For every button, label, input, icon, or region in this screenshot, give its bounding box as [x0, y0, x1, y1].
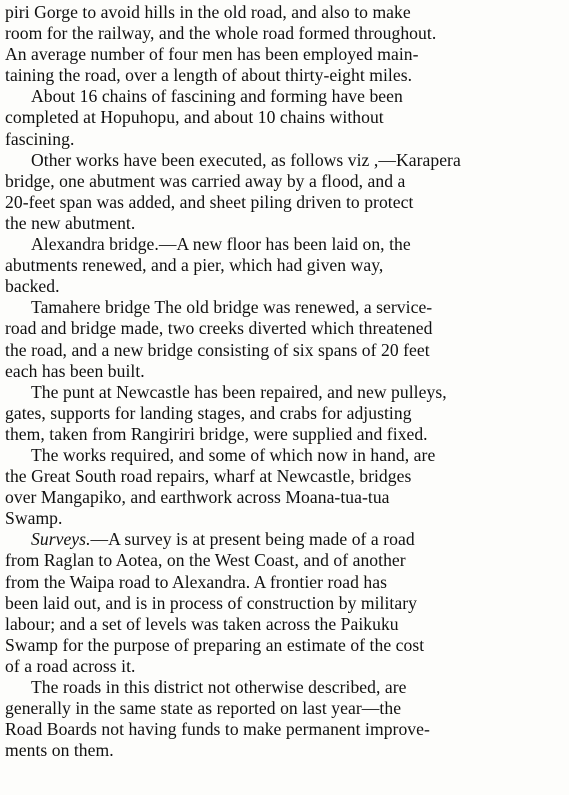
text-line: from Raglan to Aotea, on the West Coast, and of another: [5, 550, 406, 571]
text-line: gates, supports for landing stages, and crabs for adjusting: [5, 402, 412, 423]
text-line: of a road across it.: [5, 655, 136, 676]
text-line: completed at Hopuhopu, and about 10 chains without: [5, 107, 384, 128]
text-line: The punt at Newcastle has been repaired, and new pulleys,: [31, 381, 447, 402]
text-line: the road, and a new bridge consisting of six spans of 20 feet: [5, 339, 430, 360]
paragraph-tamahere-bridge: [5, 297, 563, 381]
text-line: over Mangapiko, and earthwork across Moana-tua-tua: [5, 487, 390, 508]
paragraph-road-boards: [5, 677, 563, 761]
paragraph-surveys: [5, 529, 563, 677]
paragraph-alexandra-bridge: [5, 234, 563, 297]
text-line: the Great South road repairs, wharf at Newcastle, bridges: [5, 466, 412, 487]
text-line: abutments renewed, and a pier, which had given way,: [5, 255, 384, 276]
text-line: from the Waipa road to Alexandra. A frontier road has: [5, 571, 387, 592]
paragraph-road-formation: [5, 2, 563, 86]
text-line: The works required, and some of which now in hand, are: [31, 444, 436, 465]
text-line: generally in the same state as reported on last year—the: [5, 698, 402, 719]
text-line: Swamp.: [5, 508, 63, 529]
paragraph-karapera-bridge: [5, 150, 563, 234]
paragraph-newcastle-punt: [5, 382, 563, 445]
text-line: each has been built.: [5, 360, 145, 381]
text-line: Other works have been executed, as follows viz ,—Karapera: [31, 149, 461, 170]
text-line: taining the road, over a length of about thirty-eight miles.: [5, 65, 413, 86]
text-line: The roads in this district not otherwise described, are: [31, 677, 407, 697]
text-line: fascining.: [5, 128, 75, 149]
surveys-heading: Surveys.: [31, 529, 91, 550]
text-line: road and bridge made, two creeks diverted which threatened: [5, 318, 433, 339]
text-line: been laid out, and is in process of construction by military: [5, 592, 417, 613]
text-line: backed.: [5, 276, 60, 297]
text-line: ments on them.: [5, 740, 114, 761]
paragraph-hopuhopu: [5, 86, 563, 149]
text-line: Alexandra bridge.—A new floor has been laid on, the: [31, 234, 411, 255]
text-line: the new abutment.: [5, 212, 136, 233]
text-line: them, taken from Rangiriri bridge, were supplied and fixed.: [5, 423, 428, 444]
text-line: Tamahere bridge The old bridge was renewed, a service-: [31, 297, 433, 318]
text-line: Swamp for the purpose of preparing an estimate of the cost: [5, 634, 425, 655]
text-line: bridge, one abutment was carried away by a flood, and a: [5, 170, 406, 191]
text-line: 20-feet span was added, and sheet piling driven to protect: [5, 191, 414, 212]
text-line: Road Boards not having funds to make permanent improve-: [5, 719, 430, 740]
text-line: About 16 chains of fascining and forming have been: [31, 86, 403, 107]
text-line: room for the railway, and the whole road formed throughout.: [5, 23, 437, 44]
text-line: piri Gorge to avoid hills in the old road, and also to make: [5, 2, 411, 22]
text-line: labour; and a set of levels was taken across the Paikuku: [5, 613, 399, 634]
text-line: An average number of four men has been employed main-: [5, 44, 419, 65]
text-line-rest: —A survey is at present being made of a road: [90, 529, 415, 550]
paragraph-works-required: [5, 445, 563, 529]
text-line: [5, 529, 563, 550]
